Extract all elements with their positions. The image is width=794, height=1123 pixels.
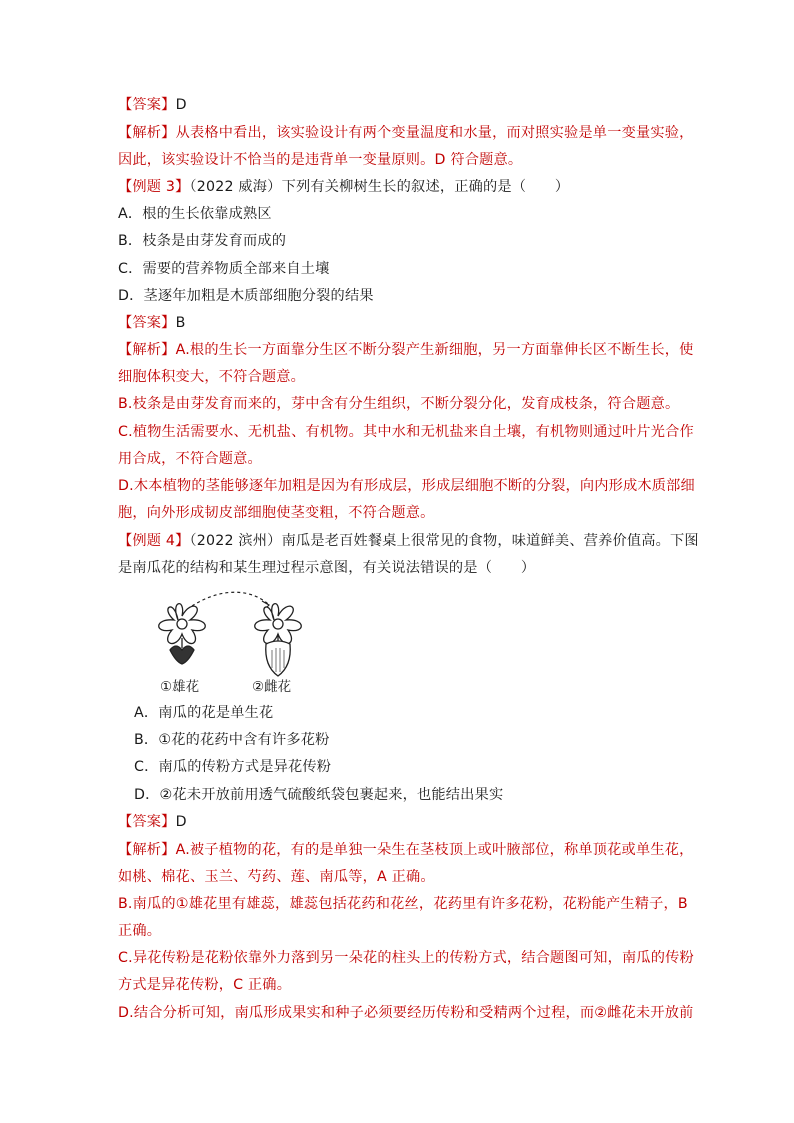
text-span: A.根的生长一方面靠分生区不断分裂产生新细胞，另一方面靠伸长区不断生长，使 [175,342,694,358]
text-span: 如桃、棉花、玉兰、芍药、莲、南瓜等，A 正确。 [118,869,435,885]
text-line-q4a [118,531,699,551]
text-line-exp3e [118,449,262,469]
text-line-exp3a [118,340,694,360]
text-line-exp3b [118,367,305,387]
section-tag: 【解析】 [118,125,176,141]
text-line-exp3g [118,503,435,523]
text-line-exp1b [118,150,522,170]
text-line-q3c [118,259,330,279]
text-span: C．南瓜的传粉方式是异花传粉 [134,759,332,775]
text-line-ans1 [118,95,187,115]
text-span: 因此，该实验设计不恰当的是违背单一变量原则。D 符合题意。 [118,152,523,168]
text-line-exp3f [118,476,695,496]
text-span: A．根的生长依靠成熟区 [118,206,272,222]
text-span: 是南瓜花的结构和某生理过程示意图，有关说法错误的是（ ） [118,560,536,576]
text-span: D.木本植物的茎能够逐年加粗是因为有形成层，形成层细胞不断的分裂，向内形成木质部细 [118,478,695,494]
text-span: 用合成，不符合题意。 [118,451,262,467]
text-line-exp4e [118,948,694,968]
text-line-exp4a [118,840,694,860]
text-span: B.南瓜的①雄花里有雄蕊，雄蕊包括花药和花丝，花药里有许多花粉，花粉能产生精子，B [118,896,688,912]
text-line-exp4g [118,1003,693,1023]
text-line-exp4b [118,867,435,887]
text-line-q4oa [134,703,273,723]
text-line-q4od [134,785,503,805]
text-line-q4ob [134,730,330,750]
text-line-exp4d [118,921,161,941]
text-line-q3 [118,177,569,197]
text-line-exp1a [118,123,694,143]
text-span: D [175,814,187,830]
text-line-exp4c [118,894,688,914]
text-span: 正确。 [118,923,162,939]
text-line-exp3c [118,394,679,414]
female-flower-drawing [255,604,302,676]
pollination-arrow [192,592,268,606]
section-tag: 【例题 4】 [118,533,190,549]
section-tag: 【答案】 [118,315,176,331]
text-span: （2022 滨州）南瓜是老百姓餐桌上很常见的食物，味道鲜美、营养价值高。下图 [189,533,699,549]
text-span: 细胞体积变大，不符合题意。 [118,369,306,385]
male-flower-drawing [159,604,206,664]
text-span: 胞，向外形成韧皮部细胞使茎变粗，不符合题意。 [118,505,435,521]
text-line-exp3d [118,422,694,442]
text-line-q3d [118,286,374,306]
text-span: A．南瓜的花是单生花 [134,705,274,721]
text-span: C.植物生活需要水、无机盐、有机物。其中水和无机盐来自土壤，有机物则通过叶片光合作 [118,424,694,440]
text-span: D．②花未开放前用透气硫酸纸袋包裹起来，也能结出果实 [134,787,504,803]
text-line-exp4f [118,975,291,995]
section-tag: 【答案】 [118,97,176,113]
text-line-q4oc [134,757,331,777]
female-flower-label: ②雌花 [252,679,292,695]
section-tag: 【解析】 [118,342,176,358]
text-span: D [175,97,187,113]
text-span: 从表格中看出，该实验设计有两个变量温度和水量，而对照实验是单一变量实验， [175,125,694,141]
text-span: C．需要的营养物质全部来自土壤 [118,261,330,277]
pumpkin-flower-figure [140,590,320,700]
section-tag: 【答案】 [118,814,176,830]
text-span: D．茎逐年加粗是木质部细胞分裂的结果 [118,288,374,304]
text-line-q3a [118,204,272,224]
text-line-ans3 [118,313,186,333]
text-line-ans4 [118,812,187,832]
pumpkin-flower-diagram [140,590,320,680]
text-span: 方式是异花传粉，C 正确。 [118,977,292,993]
text-span: B [175,315,186,331]
male-flower-label: ①雄花 [160,679,200,695]
text-span: D.结合分析可知，南瓜形成果实和种子必须要经历传粉和受精两个过程，而②雌花未开放前 [118,1005,694,1021]
text-span: A.被子植物的花，有的是单独一朵生在茎枝顶上或叶腋部位，称单顶花或单生花， [175,842,694,858]
text-line-q4b [118,558,535,578]
text-span: C.异花传粉是花粉依靠外力落到另一朵花的柱头上的传粉方式，结合题图可知，南瓜的传粉 [118,950,694,966]
text-line-q3b [118,231,286,251]
section-tag: 【解析】 [118,842,176,858]
text-span: （2022 威海）下列有关柳树生长的叙述，正确的是（ ） [189,179,570,195]
text-span: B．枝条是由芽发育而成的 [118,233,287,249]
text-span: B．①花的花药中含有许多花粉 [134,732,330,748]
section-tag: 【例题 3】 [118,179,190,195]
text-span: B.枝条是由芽发育而来的，芽中含有分生组织，不断分裂分化，发育成枝条，符合题意。 [118,396,680,412]
